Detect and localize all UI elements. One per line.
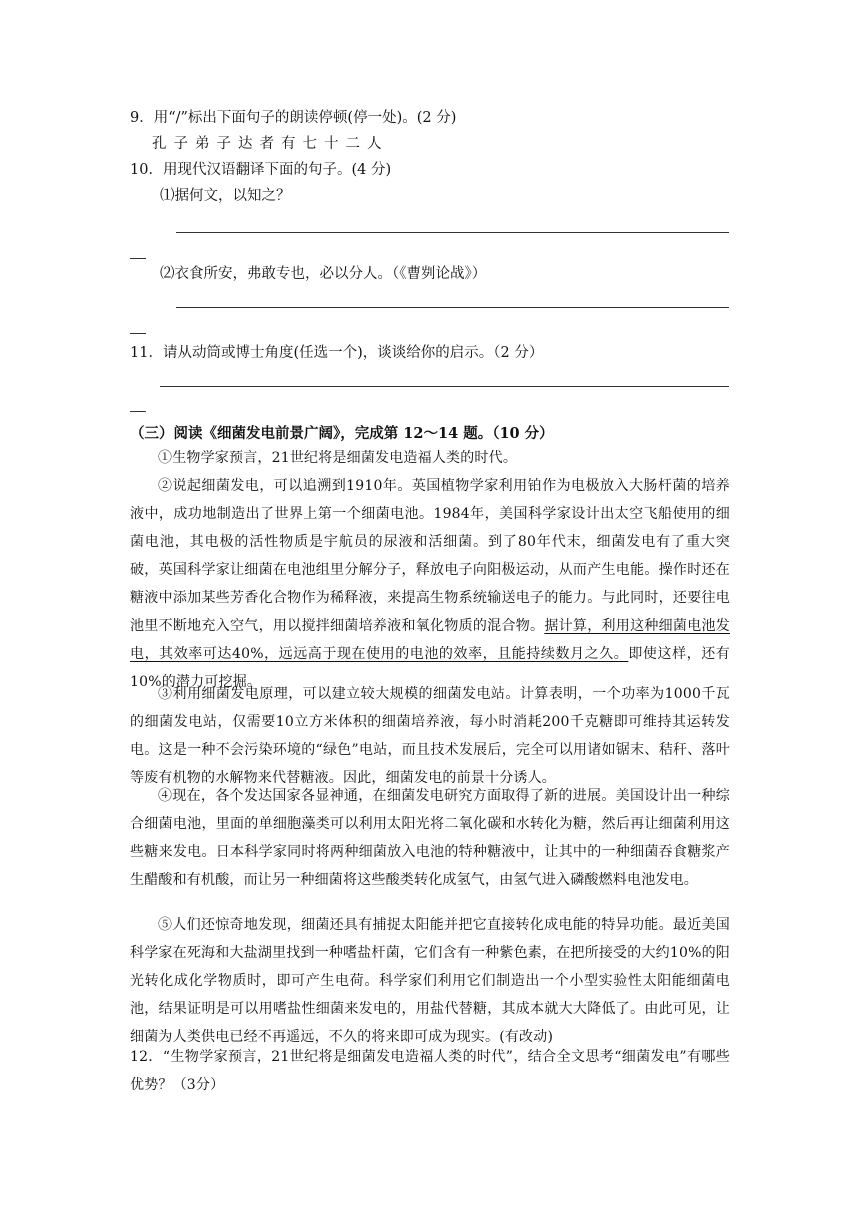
- answer-line-stub: [130, 333, 146, 334]
- answer-line-stub: [130, 411, 146, 412]
- paragraph-5: ⑤人们还惊奇地发现，细菌还具有捕捉太阳能并把它直接转化成电能的特异功能。最近美国科学家在死海和大盐湖里找到一种嗜盐杆菌，它们含有一种紫色素，在把所接受的大约10%的阳光转化成化学物质时，即可产生电荷。科学家们利用它们制造出一个小型实验性太阳能细菌电池，结果证明是可以用嗜盐性细菌来发电的，用盐代替糖，其成本就大大降低了。由此可见，让细菌为人类供电已经不再遥远，不久的将来即可成为现实。(有改动): [130, 917, 730, 1045]
- paragraph-2-text: ②说起细菌发电，可以追溯到1910年。英国植物学家利用铂作为电极放入大肠杆菌的培养液中，成功地制造出了世界上第一个细菌电池。1984年，美国科学家设计出太空飞船使用的细菌电池，其电极的活性物质是宇航员的尿液和活细菌。到了80年代末，细菌发电有了重大突破，英国科学家让细菌在电池组里分解分子，释放电子向阳极运动，从而产生电能。操作时还在糖液中添加某些芳香化合物作为稀释液，来提高生物系统输送电子的能力。与此同时，还要往电池里不断地充入空气，用以搅拌细菌培养液和氧化物质的混合物。: [130, 478, 730, 634]
- question-9-sentence: 孔子弟子达者有七十二人: [152, 136, 389, 152]
- question-11: 11．请从动筒或博士角度(任选一个)，谈谈给你的启示。（2 分）: [130, 345, 544, 361]
- answer-line[interactable]: [176, 307, 729, 308]
- answer-line[interactable]: [176, 232, 729, 233]
- section-title: （三）阅读《细菌发电前景广阔》，完成第 12～14 题。（10 分）: [130, 425, 554, 442]
- question-10: 10．用现代汉语翻译下面的句子。(4 分): [130, 162, 392, 178]
- paragraph-2-tail: 即使这样，还有10%的潜力可挖掘。: [130, 646, 730, 690]
- answer-line-stub: [130, 258, 146, 259]
- question-10-item-1: ⑴据何文，以知之？: [160, 188, 291, 204]
- paragraph-2: [130, 472, 730, 696]
- paragraph-3: ③利用细菌发电原理，可以建立较大规模的细菌发电站。计算表明，一个功率为1000千瓦的细菌发电站，仅需要10立方米体积的细菌培养液，每小时消耗200千克糖即可维持其运转发电。这是一种不会污染环境的“绿色”电站，而且技术发展后，完全可以用诸如锯末、秸秆、落叶等废有机物的水解物来代替糖液。因此，细菌发电的前景十分诱人。: [130, 686, 730, 786]
- paragraph-4: ④现在，各个发达国家各显神通，在细菌发电研究方面取得了新的进展。美国设计出一种综合细菌电池，里面的单细胞藻类可以利用太阳光将二氧化碳和水转化为糖，然后再让细菌利用这些糖来发电。日本科学家同时将两种细菌放入电池的特种糖液中，让其中的一种细菌吞食糖浆产生醋酸和有机酸，而让另一种细菌将这些酸类转化成氢气，由氢气进入磷酸燃料电池发电。: [130, 788, 730, 888]
- answer-line[interactable]: [160, 386, 729, 387]
- question-9: 9．用“/”标出下面句子的朗读停顿(停一处)。(2 分): [130, 110, 457, 126]
- question-10-item-2: ⑵衣食所安，弗敢专也，必以分人。（《曹刿论战》）: [160, 266, 487, 282]
- underlined-sentence: 据计算，利用这种细菌电池发电，其效率可达40%，远远高于现在使用的电池的效率，且能持续数月之久。: [130, 618, 730, 662]
- question-12: 12．“生物学家预言，21世纪将是细菌发电造福人类的时代”，结合全文思考“细菌发电”有哪些优势？（3分）: [130, 1049, 730, 1093]
- paragraph-1: ①生物学家预言，21世纪将是细菌发电造福人类的时代。: [158, 450, 518, 466]
